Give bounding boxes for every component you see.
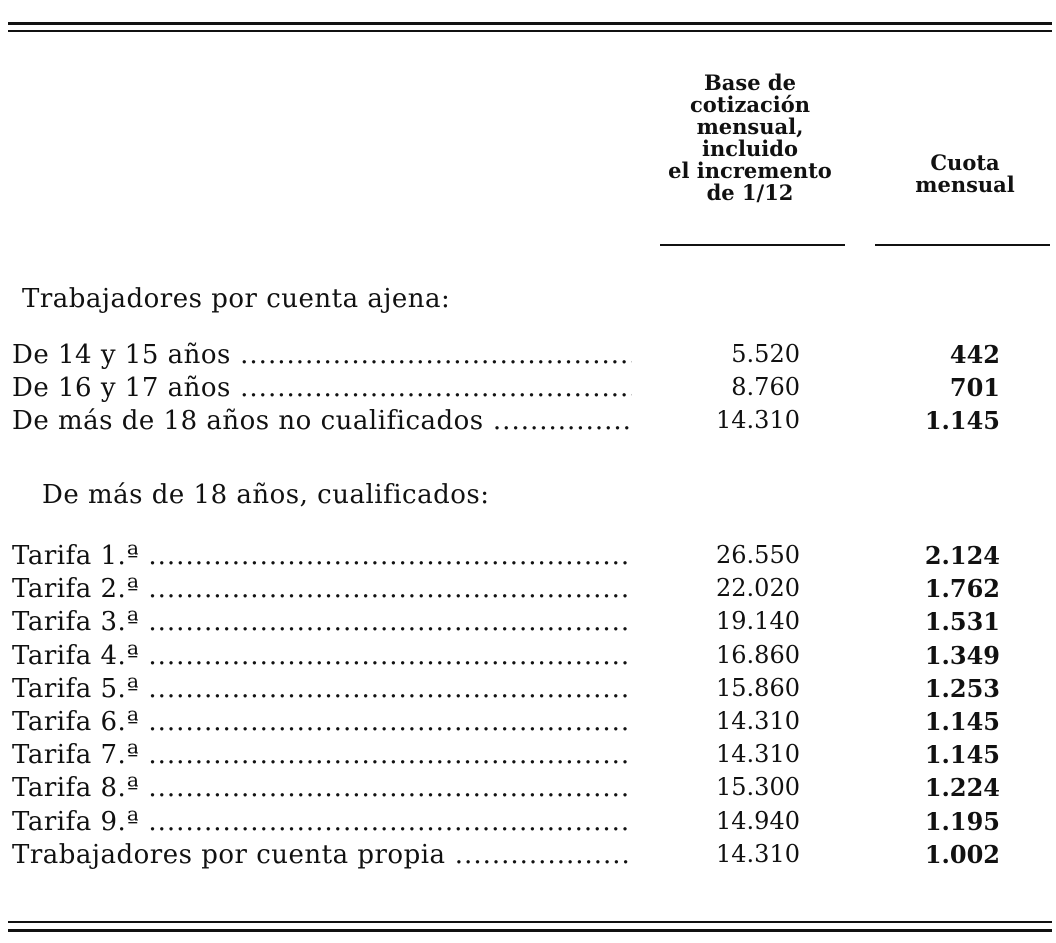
row-label: Tarifa 1.ª ..... [12, 541, 632, 571]
row-base: 26.550 [716, 541, 800, 569]
row-cuota: 1.224 [924, 773, 1000, 803]
header-line: cotización [689, 92, 811, 117]
table-row [0, 373, 1056, 406]
table-row [0, 807, 1056, 840]
row-label: De más de 18 años no cualificados ..... [12, 406, 632, 436]
header-line: Cuota [930, 150, 1000, 175]
header-line: Base de [704, 70, 796, 95]
row-base: 16.860 [716, 640, 800, 669]
table-row [0, 607, 1056, 640]
header-line: incluido [702, 136, 798, 161]
table-row [0, 740, 1056, 773]
bottom-rule-second [8, 929, 1052, 932]
row-base: 14.310 [716, 740, 800, 769]
row-cuota: 701 [949, 373, 1000, 402]
row-base: 8.760 [731, 373, 800, 401]
row-cuota: 442 [949, 340, 1000, 369]
cuota-header-underline [875, 244, 1050, 246]
row-cuota: 1.145 [924, 740, 1000, 770]
cuota-column-header [890, 152, 1040, 196]
row-base: 15.860 [716, 673, 800, 702]
row-cuota: 1.762 [924, 574, 1000, 604]
section-title-cuenta-ajena: Trabajadores por cuenta ajena: [22, 284, 451, 314]
row-label: Tarifa 8.ª ..... [12, 773, 632, 803]
row-label: Tarifa 5.ª ..... [12, 674, 632, 704]
table-row [0, 707, 1056, 740]
row-cuota: 1.145 [924, 707, 1000, 736]
header-line: mensual, [696, 114, 804, 139]
base-header-underline [660, 244, 845, 246]
row-base: 14.310 [716, 839, 800, 868]
row-label: De 14 y 15 años ..... [12, 340, 632, 370]
bottom-rule [8, 921, 1052, 923]
row-label: Tarifa 6.ª ..... [12, 707, 632, 737]
table-row [0, 340, 1056, 373]
row-label: Tarifa 2.ª ..... [12, 574, 632, 604]
top-rule-second [8, 30, 1052, 32]
row-base: 5.520 [731, 340, 800, 368]
row-cuota: 1.195 [924, 806, 1000, 836]
table-row [0, 641, 1056, 674]
header-line: de 1/12 [706, 180, 794, 205]
row-base: 14.940 [716, 806, 800, 835]
row-label: Trabajadores por cuenta propia ..... [12, 840, 632, 870]
row-label: Tarifa 3.ª ..... [12, 607, 632, 637]
table-row [0, 674, 1056, 707]
table-row [0, 840, 1056, 873]
row-base: 19.140 [716, 607, 800, 636]
row-cuota: 2.124 [924, 541, 1000, 570]
row-cuota: 1.253 [924, 673, 1000, 703]
row-base: 14.310 [716, 406, 800, 434]
table-row [0, 574, 1056, 607]
header-line: el incremento [668, 158, 832, 183]
section-title-cualificados: De más de 18 años, cualificados: [42, 480, 490, 510]
table-row [0, 406, 1056, 439]
table-row [0, 773, 1056, 806]
table-row [0, 541, 1056, 574]
row-cuota: 1.002 [924, 839, 1000, 869]
row-base: 14.310 [716, 707, 800, 735]
row-label: De 16 y 17 años ..... [12, 373, 632, 403]
row-base: 15.300 [716, 773, 800, 802]
row-label: Tarifa 9.ª ..... [12, 807, 632, 837]
header-line: mensual [915, 172, 1015, 197]
row-label: Tarifa 4.ª ..... [12, 641, 632, 671]
row-cuota: 1.531 [924, 607, 1000, 637]
row-cuota: 1.349 [924, 640, 1000, 670]
top-rule [8, 22, 1052, 25]
row-cuota: 1.145 [924, 406, 1000, 435]
row-base: 22.020 [716, 574, 800, 603]
base-column-header [650, 72, 850, 204]
row-label: Tarifa 7.ª ..... [12, 740, 632, 770]
